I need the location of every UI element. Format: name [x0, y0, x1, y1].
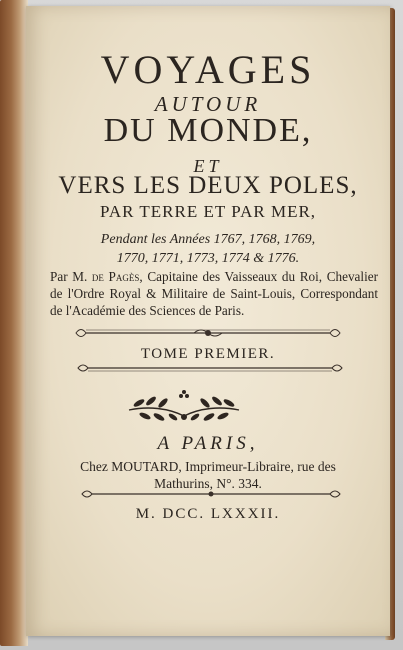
ornamental-rule-top	[74, 326, 342, 340]
dates-line-1: Pendant les Années 1767, 1768, 1769,	[100, 232, 316, 247]
author-statement	[50, 268, 378, 319]
volume-label: TOME PREMIER.	[140, 346, 276, 362]
dates-line-2: 1770, 1771, 1773, 1774 & 1776.	[116, 251, 300, 266]
publisher-line-2: Mathurins, N°. 334.	[154, 476, 262, 491]
title-terre-mer: PAR TERRE ET PAR MER,	[99, 202, 317, 221]
publication-year: M. DCC. LXXXII.	[135, 506, 281, 522]
ornamental-rule-middle	[76, 362, 344, 374]
author-titles: , Capitaine des Vaisseaux du Roi, Chevalier de l'Ordre Royal & Militaire de Saint-Louis, Correspondant de l'Académie des Sciences de Paris.	[50, 269, 378, 318]
author-prefix: Par M.	[50, 269, 88, 284]
title-et: ET	[193, 156, 223, 176]
title-voyages: VOYAGES	[100, 47, 316, 92]
publisher-block	[26, 458, 390, 492]
ornamental-rule-bottom	[80, 488, 342, 500]
publisher-line-1: Chez MOUTARD, Imprimeur-Libraire, rue des	[80, 459, 336, 474]
title-page	[26, 6, 390, 636]
dates-block	[26, 230, 390, 268]
book-spine-binding	[0, 0, 28, 646]
imprint-place: A PARIS,	[157, 433, 259, 454]
title-deux-poles: VERS LES DEUX POLES,	[58, 172, 358, 199]
laurel-ornament-icon	[123, 386, 245, 426]
author-name: de Pagès	[91, 269, 140, 284]
title-autour: AUTOUR	[154, 92, 262, 116]
title-du-monde: DU MONDE,	[103, 112, 313, 149]
